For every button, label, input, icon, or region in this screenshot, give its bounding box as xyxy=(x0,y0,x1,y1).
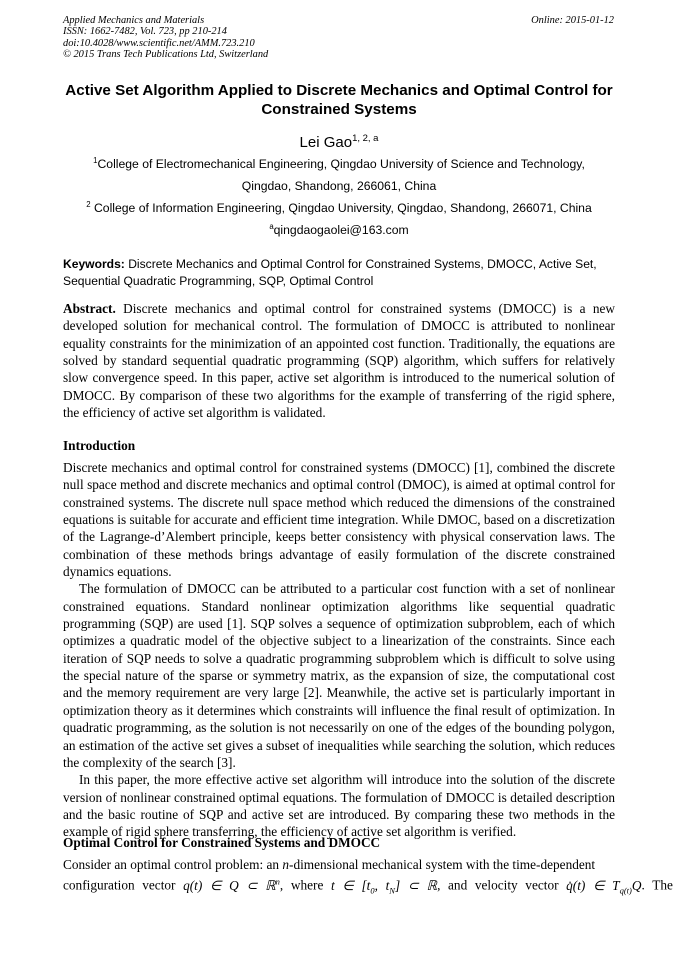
journal-header xyxy=(63,15,268,61)
doi: doi:10.4028/www.scientific.net/AMM.723.210 xyxy=(63,37,255,49)
section-2-text-b: -dimensional mechanical system with the time-dependent xyxy=(289,857,596,872)
abstract-label: Abstract. xyxy=(63,301,116,316)
introduction-heading: Introduction xyxy=(63,438,136,453)
configuration-vector-math: q(t) ∈ Q ⊂ ℝ$^n$ xyxy=(183,876,280,893)
email-mark: a xyxy=(269,222,274,231)
copyright: © 2015 Trans Tech Publications Ltd, Switzerland xyxy=(63,49,269,61)
the-text: . The xyxy=(641,877,673,893)
author xyxy=(0,134,678,152)
affiliation-1 xyxy=(0,157,678,171)
section-2-body xyxy=(63,856,673,900)
config-vector-text: configuration vector xyxy=(63,877,184,893)
email-address: qingdaogaolei@163.com xyxy=(273,223,409,237)
section-2-line-2 xyxy=(63,873,673,899)
section-2-line-1 xyxy=(63,856,615,873)
affiliation-1-mark: 1 xyxy=(93,156,98,165)
keywords-text: Discrete Mechanics and Optimal Control for Constrained Systems, DMOCC, Active Set, Sequential Quadratic Programming, SQP, Optimal Control xyxy=(63,257,597,288)
intro-paragraph-1: Discrete mechanics and optimal control for constrained systems (DMOCC) [1], combined the discrete null space method and discrete mechanics and optimal control (DMOC), is aimed at optimal control for constrained systems. The discrete null space method which reduced the dimensions of the constrained equations is suitable for accurate and efficient time integration. While DMOC, based on a discretization of the Lagrange-d’Alembert principle, keeps better consistency with physical conservation laws. The combination of these methods brings advantage of easily formulation of the discrete constrained dynamics equations. xyxy=(63,460,615,580)
dimension-n: n xyxy=(282,857,290,872)
intro-paragraph-2: The formulation of DMOCC can be attributed to a particular cost function with a set of nonlinear constrained equations. Standard nonlinear optimization algorithms like sequential quadratic programming (SQP) are used [1]. SQP solves a sequence of optimization subproblem, each of which optimizes a quadratic model of the objective subject to a linearization of the constraints. Since each iteration of SQP needs to solve a quadratic programming subproblem which is difficult to solve using the special nature of the sparse or symmetry matrix, as the expansion of size, the computational cost and the memory requirement are very large [2]. Meanwhile, the active set is particularly important in optimization theory as it determines which constraints will influence the final result of optimization. In quadratic programming, as the solution is not necessarily on one of the edges of the bounding polygon, an estimation of the active set gives a subset of inequalities while searching the solution, which reduces the complexity of the search [3]. xyxy=(63,581,615,770)
abstract xyxy=(63,300,615,421)
journal-name: Applied Mechanics and Materials xyxy=(63,15,205,26)
online-date: Online: 2015-01-12 xyxy=(531,15,614,26)
affiliation-2-text: College of Information Engineering, Qingdao University, Qingdao, Shandong, 266071, China xyxy=(93,201,592,215)
where-text: , where xyxy=(279,877,331,893)
paper-title: Active Set Algorithm Applied to Discrete Mechanics and Optimal Control for Constrained Systems xyxy=(65,82,613,118)
velocity-vector-text: , and velocity vector xyxy=(437,877,567,893)
affiliation-2 xyxy=(0,201,678,215)
introduction-body xyxy=(63,459,615,841)
affiliation-2-mark: 2 xyxy=(86,200,91,209)
issn: ISSN: 1662-7482, Vol. 723, pp 210-214 xyxy=(63,26,227,38)
affiliation-1-line-2: Qingdao, Shandong, 266061, China xyxy=(241,179,437,193)
author-affiliation-marks: 1, 2, a xyxy=(352,133,379,144)
abstract-text: Discrete mechanics and optimal control for constrained systems (DMOCC) is a new developed solution for mechanical control. The formulation of DMOCC is attributed to nonlinear equality constraints for the minimization of an appointed cost function. Traditionally, the equations are solved by standard sequential quadratic programming (SQP) algorithm, which suffers for relatively slow convergence speed. In this paper, active set algorithm is introduced to the numerical solution of DMOCC. By comparison of these two algorithms for the example of transferring of the rigid sphere, the efficiency of active set algorithm is validated. xyxy=(63,301,615,421)
keywords xyxy=(63,256,615,289)
intro-paragraph-3: In this paper, the more effective active set algorithm will introduce into the solution of the discrete version of nonlinear constrained optimal equations. The formulation of DMOCC is detailed description and the basic routine of SQP and active set are introduced. By comparing these two methods in the example of rigid sphere transferring, the efficiency of active set algorithm is verified. xyxy=(63,772,615,840)
affiliation-1-line-1: College of Electromechanical Engineering, Qingdao University of Science and Technology, xyxy=(97,157,585,171)
author-email xyxy=(0,223,678,237)
section-2-heading: Optimal Control for Constrained Systems and DMOCC xyxy=(63,835,381,850)
keywords-label: Keywords: xyxy=(63,257,125,271)
author-name: Lei Gao xyxy=(299,134,353,151)
velocity-vector-math: q̇(t) ∈ $T_{q(t)}Q$ xyxy=(566,877,642,896)
time-interval-math: t ∈ [$t_0$, $t_N$] ⊂ ℝ xyxy=(330,877,438,896)
section-2-text-a: Consider an optimal control problem: an xyxy=(63,857,283,872)
